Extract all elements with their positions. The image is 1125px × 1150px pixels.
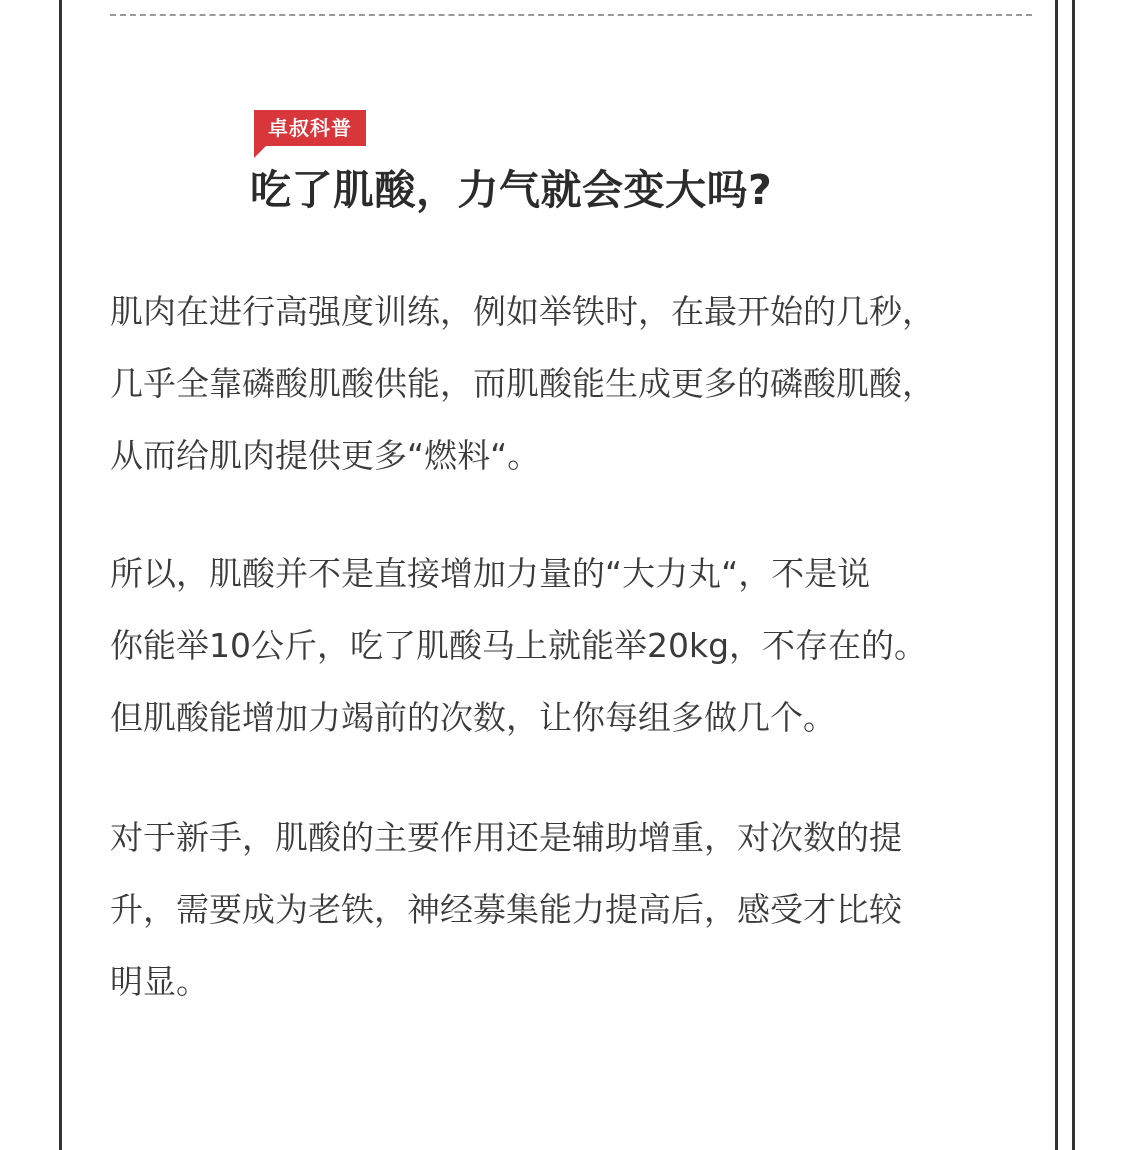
paragraph-line: 对于新手，肌酸的主要作用还是辅助增重，对次数的提 [110, 818, 902, 857]
paragraph-line: 但肌酸能增加力竭前的次数，让你每组多做几个。 [110, 698, 836, 737]
frame-border-right-outer [1072, 0, 1075, 1150]
category-tag-tail [254, 146, 266, 158]
paragraph-line: 肌肉在进行高强度训练，例如举铁时，在最开始的几秒， [110, 292, 935, 331]
article-title: 吃了肌酸，力气就会变大吗? [250, 166, 773, 214]
paragraph-line: 你能举10公斤，吃了肌酸马上就能举20kg，不存在的。 [110, 626, 928, 665]
dashed-divider [110, 14, 1032, 16]
paragraph-2 [110, 538, 1015, 754]
paragraph-line: 升，需要成为老铁，神经募集能力提高后，感受才比较 [110, 890, 902, 929]
category-tag: 卓叔科普 [254, 110, 366, 146]
frame-border-left [59, 0, 62, 1150]
paragraph-1 [110, 276, 1015, 492]
paragraph-line: 明显。 [110, 962, 209, 1001]
paragraph-line: 从而给肌肉提供更多“燃料“。 [110, 436, 541, 475]
paragraph-line: 几乎全靠磷酸肌酸供能，而肌酸能生成更多的磷酸肌酸， [110, 364, 935, 403]
paragraph-line: 所以，肌酸并不是直接增加力量的“大力丸“，不是说 [110, 554, 871, 593]
paragraph-3 [110, 802, 1015, 1018]
frame-border-right-inner [1055, 0, 1058, 1150]
